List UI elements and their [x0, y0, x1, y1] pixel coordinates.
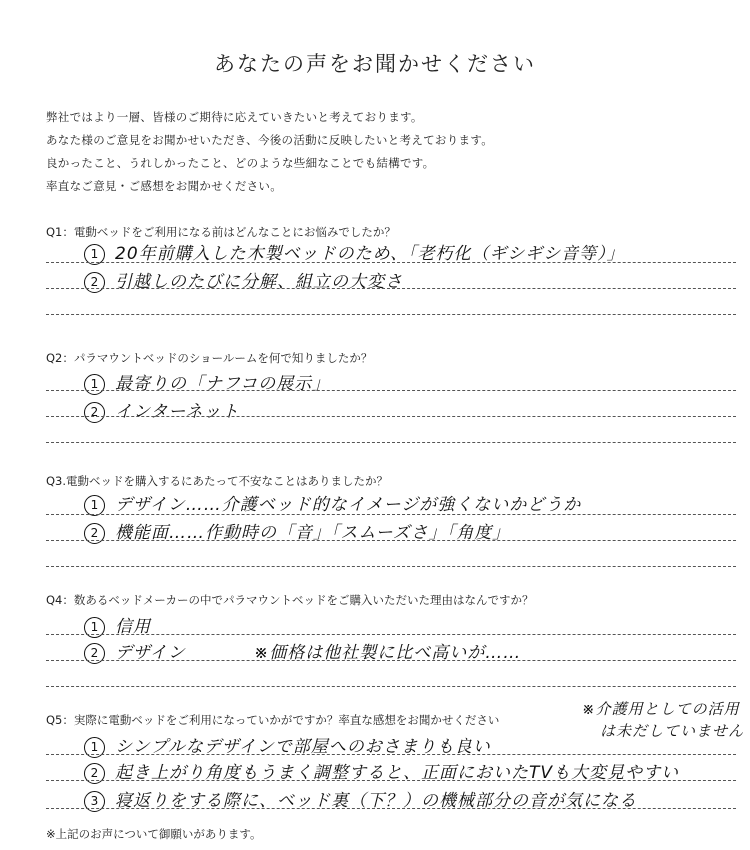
answer-line	[46, 514, 736, 515]
answer-text: 最寄りの「ナフコの展示」	[115, 374, 331, 394]
answer-number: 3	[84, 791, 105, 812]
answer-number: 2	[84, 402, 105, 423]
answer-line	[46, 686, 736, 687]
answer-line	[46, 416, 736, 417]
answer-line	[46, 754, 736, 755]
question-1-label: Q1：電動ベッドをご利用になる前はどんなことにお悩みでしたか？	[46, 225, 396, 239]
q3-answer-1	[84, 490, 581, 516]
answer-line	[46, 808, 736, 809]
answer-text: 機能面……作動時の「音」「スムーズさ」「角度」	[115, 523, 511, 543]
q1-answer-1	[84, 239, 625, 265]
answer-line	[46, 314, 736, 315]
intro-line: 弊社ではより一層、皆様のご期待に応えていきたいと考えております。	[46, 110, 423, 124]
footer-note: ※上記のお声について御願いがあります。	[46, 827, 262, 841]
question-3-label: Q3.電動ベッドを購入するにあたって不安なことはありましたか？	[46, 474, 389, 488]
answer-line	[46, 780, 736, 781]
answer-line	[46, 442, 736, 443]
q5-side-note-line-2: は未だしていません	[600, 722, 745, 740]
answer-number: 2	[84, 523, 105, 544]
question-5-label: Q5：実際に電動ベッドをご利用になっていかがですか？率直な感想をお聞かせください	[46, 713, 500, 727]
answer-number: 2	[84, 763, 105, 784]
answer-line	[46, 390, 736, 391]
answer-text: 起き上がり角度もうまく調整すると、正面においたTVも大変見やすい	[115, 763, 680, 783]
answer-line	[46, 540, 736, 541]
answer-line	[46, 660, 736, 661]
answer-text: デザイン	[115, 643, 186, 663]
page-title: あなたの声をお聞かせください	[214, 52, 536, 76]
answer-line	[46, 288, 736, 289]
q4-aside-note: ※価格は他社製に比べ高いが……	[254, 643, 522, 663]
answer-number: 1	[84, 495, 105, 516]
q2-answer-2	[84, 397, 239, 423]
answer-text: 寝返りをする際に、ベッド裏（下？）の機械部分の音が気になる	[115, 791, 637, 811]
answer-number: 1	[84, 737, 105, 758]
intro-line: 率直なご意見・ご感想をお聞かせください。	[46, 179, 282, 193]
answer-line	[46, 262, 736, 263]
answer-number: 2	[84, 643, 105, 664]
question-4-label: Q4：数あるベッドメーカーの中でパラマウントベッドをご購入いただいた理由はなんですか？	[46, 593, 534, 607]
q5-side-note-line-1: ※介護用としての活用	[582, 700, 740, 718]
question-2-label: Q2：パラマウントベッドのショールームを何で知りましたか？	[46, 351, 373, 365]
answer-number: 1	[84, 617, 105, 638]
answer-number: 2	[84, 272, 105, 293]
answer-line	[46, 566, 736, 567]
answer-number: 1	[84, 374, 105, 395]
answer-line	[46, 634, 736, 635]
answer-text: 引越しのたびに分解、組立の大変さ	[115, 272, 403, 292]
answer-text: 20年前購入した木製ベッドのため、「老朽化（ギシギシ音等）」	[115, 244, 625, 264]
intro-line: あなた様のご意見をお聞かせいただき、今後の活動に反映したいと考えております。	[46, 133, 494, 147]
answer-text: シンプルなデザインで部屋へのおさまりも良い	[115, 737, 491, 757]
answer-number: 1	[84, 244, 105, 265]
answer-text: 信用	[115, 617, 151, 637]
answer-text: デザイン……介護ベッド的なイメージが強くないかどうか	[115, 495, 582, 515]
intro-text	[46, 106, 493, 198]
answer-text: インターネット	[115, 402, 240, 422]
intro-line: 良かったこと、うれしかったこと、どのような些細なことでも結構です。	[46, 156, 435, 170]
